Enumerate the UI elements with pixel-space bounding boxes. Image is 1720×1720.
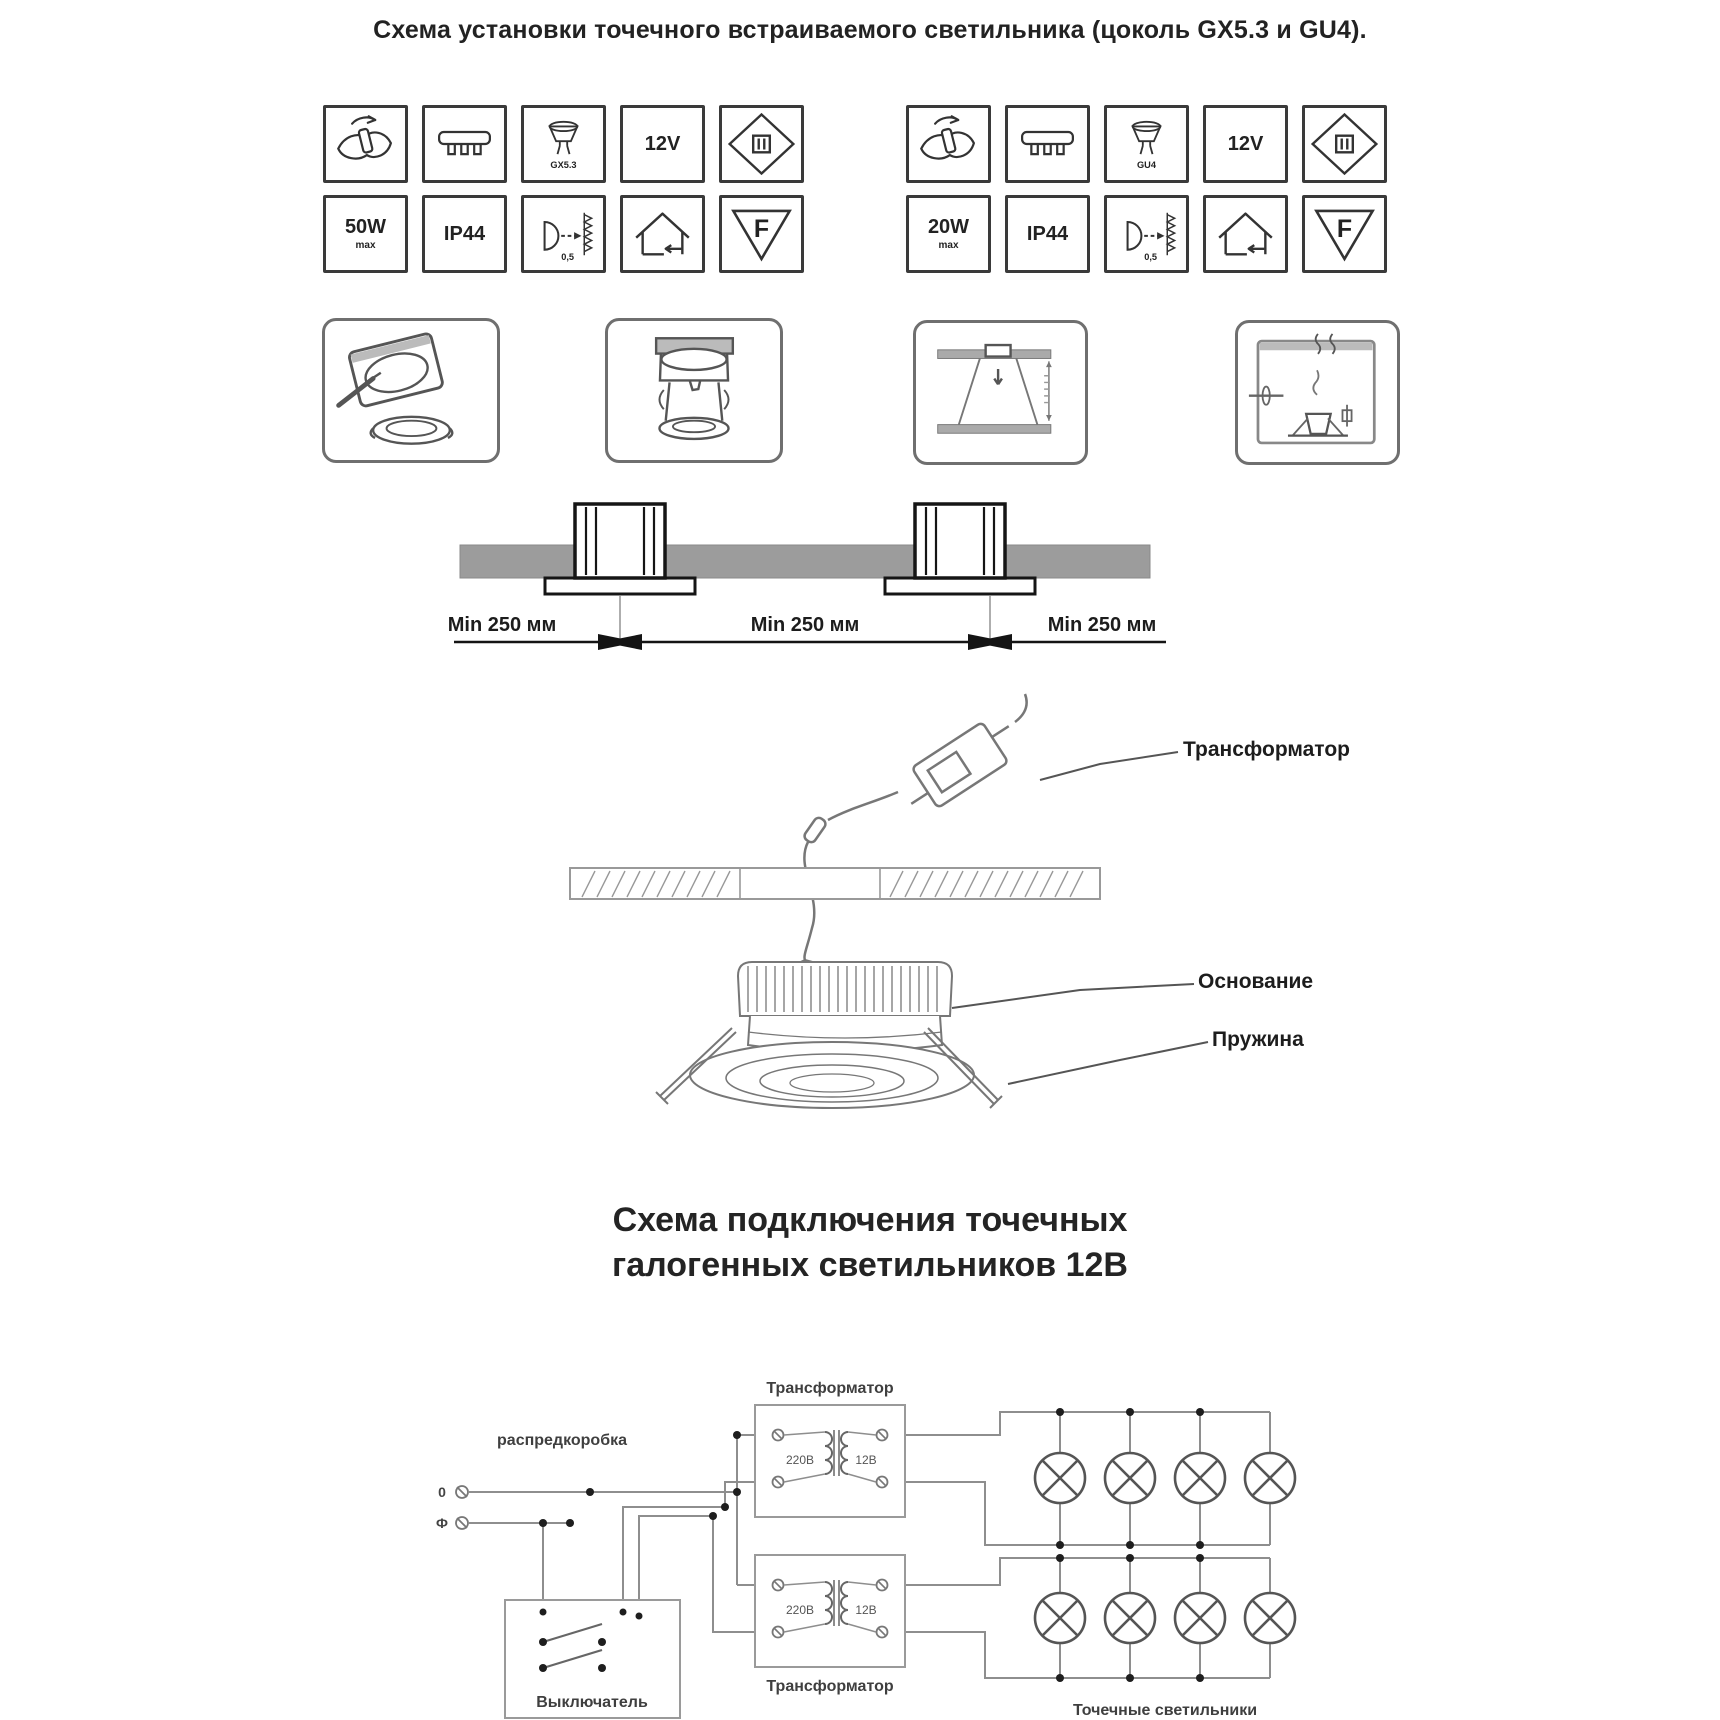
- spec-cell-bracket: [1005, 105, 1090, 183]
- spec-cell-wattage: [323, 195, 408, 273]
- f-mark-label: F: [1336, 214, 1353, 243]
- label-transformer-bottom: Трансформатор: [766, 1678, 894, 1695]
- mains-terminals: [456, 1486, 468, 1529]
- secondary-voltage-label: 12В: [855, 1603, 877, 1617]
- phase-terminal-label: Ф: [436, 1515, 448, 1531]
- spec-grid-gu4: [906, 105, 1387, 273]
- spec-cell-transformer-class: [719, 105, 804, 183]
- spec-cell-tilt: [906, 105, 991, 183]
- leader-lines: [952, 752, 1208, 1084]
- wattage-label: 50W: [344, 216, 387, 238]
- spec-cell-voltage: [620, 105, 705, 183]
- transformer-box-2: [755, 1555, 905, 1667]
- supply-wire-upper: [828, 792, 898, 820]
- voltage-label: 12V: [644, 133, 681, 155]
- adjustable-tilt-icon: [326, 108, 405, 180]
- wiring-scheme-title-line2: галогенных светильников 12В: [612, 1246, 1128, 1284]
- spec-cell-distance: [1104, 195, 1189, 273]
- ip-rating-label: IP44: [443, 223, 486, 245]
- wiring-scheme-title-line1: Схема подключения точечных: [612, 1201, 1128, 1239]
- spec-cell-wattage: [906, 195, 991, 273]
- label-junction-box: распредкоробка: [497, 1432, 627, 1449]
- primary-voltage-label: 220В: [785, 1603, 815, 1617]
- supply-wire-lower: [804, 842, 814, 960]
- spec-cell-socket: [1104, 105, 1189, 183]
- indoor-use-icon: [1206, 198, 1285, 270]
- label-transformer: Трансформатор: [1183, 738, 1350, 761]
- spec-cell-voltage: [1203, 105, 1288, 183]
- neutral-terminal-label: 0: [438, 1484, 446, 1500]
- primary-voltage-label: 220В: [785, 1453, 815, 1467]
- adjustable-tilt-icon: [909, 108, 988, 180]
- socket-type-label: GU4: [1137, 160, 1156, 170]
- min-distance-icon: [1107, 198, 1186, 270]
- distance-value-label: 0,5: [561, 251, 575, 262]
- wattage-note: max: [355, 240, 376, 251]
- socket-type-label: GX5.3: [550, 160, 577, 170]
- transformer-class-icon: [722, 108, 801, 180]
- distance-value-label: 0,5: [1144, 251, 1158, 262]
- voltage-label: 12V: [1227, 133, 1264, 155]
- lamp-group-2: [1035, 1593, 1295, 1643]
- spec-cell-socket: [521, 105, 606, 183]
- dimension-label-left: Min 250 мм: [447, 614, 557, 636]
- label-switch: Выключатель: [536, 1694, 648, 1711]
- wiring-scheme-title: [470, 1198, 1270, 1288]
- dimension-label-center: Min 250 мм: [750, 614, 860, 636]
- secondary-voltage-label: 12В: [855, 1453, 877, 1467]
- label-base: Основание: [1198, 970, 1314, 993]
- mounting-bracket-icon: [425, 108, 504, 180]
- spec-cell-fmark: [719, 195, 804, 273]
- step-compress-springs-pictogram: [605, 318, 783, 463]
- transformer-pictogram: [895, 711, 1025, 819]
- ip-rating-label: IP44: [1026, 223, 1069, 245]
- lamp-group-1: [1035, 1453, 1295, 1503]
- min-distance-icon: [524, 198, 603, 270]
- spec-grid-gx53: [323, 105, 804, 273]
- spec-cell-transformer-class: [1302, 105, 1387, 183]
- spec-cell-indoor: [1203, 195, 1288, 273]
- indoor-use-icon: [623, 198, 702, 270]
- transformer-outlet-wire: [1015, 694, 1027, 722]
- step-insert-ring-pictogram: [322, 318, 500, 463]
- mounting-bracket-icon: [1008, 108, 1087, 180]
- f-mark-label: F: [753, 214, 770, 243]
- spec-cell-ip: [1005, 195, 1090, 273]
- transformer-box-1: [755, 1405, 905, 1517]
- spec-cell-fmark: [1302, 195, 1387, 273]
- fixture-base-heatsink: [738, 962, 952, 1052]
- spec-cell-bracket: [422, 105, 507, 183]
- label-spring: Пружина: [1212, 1028, 1304, 1051]
- spec-cell-ip: [422, 195, 507, 273]
- spacing-cross-section-diagram: [440, 490, 1190, 670]
- label-spotlights: Точечные светильники: [1072, 1702, 1258, 1719]
- step-enclosed-wiring-pictogram: [1235, 320, 1400, 465]
- ceiling-band: [570, 868, 1100, 899]
- transformer-class-icon: [1305, 108, 1384, 180]
- label-transformer-top: Трансформатор: [766, 1380, 894, 1397]
- step-cavity-clearance-pictogram: [913, 320, 1088, 465]
- wire-connector: [803, 816, 828, 844]
- page-title: Схема установки точечного встраиваемого светильника (цоколь GX5.3 и GU4).: [373, 16, 1367, 44]
- f-mark-icon: [1305, 198, 1384, 270]
- wattage-label: 20W: [927, 216, 970, 238]
- spec-cell-distance: [521, 195, 606, 273]
- trim-ring: [690, 1042, 974, 1108]
- wattage-note: max: [938, 240, 959, 251]
- spec-cell-indoor: [620, 195, 705, 273]
- f-mark-icon: [722, 198, 801, 270]
- dimension-label-right: Min 250 мм: [1047, 614, 1157, 636]
- spec-cell-tilt: [323, 105, 408, 183]
- fixture-detail-drawing: [560, 660, 1400, 1130]
- lamp-socket-icon: [1107, 108, 1186, 180]
- lamp-socket-icon: [524, 108, 603, 180]
- ceiling-panel: [460, 545, 1150, 578]
